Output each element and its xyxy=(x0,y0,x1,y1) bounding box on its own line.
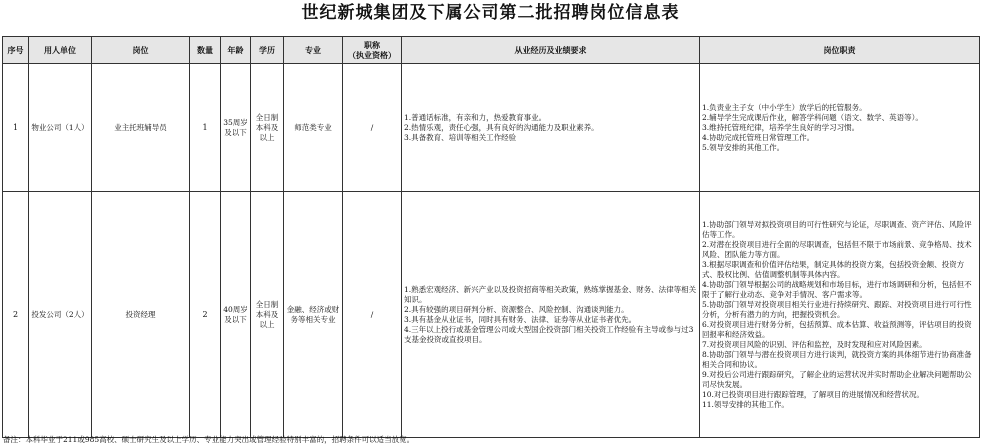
header-major: 专业 xyxy=(284,37,343,64)
experience-item: 1.普通话标准，有亲和力，热爱教育事业。 xyxy=(404,112,547,122)
duty-item: 4.协助部门领导根据公司的战略规划和市场目标，进行市场调研和分析，包括但不限于了解行业动态、竞争对手情况、客户需求等。 xyxy=(702,279,972,299)
cell-experience xyxy=(402,192,700,438)
experience-item: 3.具有基金从业证书，同时具有财务、法律、证券等从业证书者优先。 xyxy=(404,314,637,324)
header-seq: 序号 xyxy=(3,37,29,64)
cell-major: 师范类专业 xyxy=(284,64,343,192)
experience-item: 4.三年以上投行或基金管理公司或大型国企投资部门相关投资工作经验有主导或参与过3支基金投资或直投项目。 xyxy=(404,324,694,344)
header-unit: 用人单位 xyxy=(29,37,92,64)
header-position: 岗位 xyxy=(92,37,190,64)
duty-item: 3.根据尽职调查和价值评估结果，制定具体的投资方案，包括投资金额、投资方式、股权比例、估值调整机制等具体内容。 xyxy=(702,259,965,279)
table-row xyxy=(3,64,980,192)
duty-item: 5.领导安排的其他工作。 xyxy=(702,142,785,152)
duty-item: 3.维持托管班纪律，培养学生良好的学习习惯。 xyxy=(702,122,860,132)
duty-item: 11.领导安排的其他工作。 xyxy=(702,399,789,409)
header-experience: 从业经历及业绩要求 xyxy=(402,37,700,64)
experience-item: 3.具备教育、培训等相关工作经验 xyxy=(404,132,517,142)
header-title xyxy=(343,37,402,64)
experience-item: 1.熟悉宏观经济、新兴产业以及投资招商等相关政策，熟练掌握基金、财务、法律等相关知识。 xyxy=(404,284,697,304)
cell-title: / xyxy=(343,192,402,438)
cell-age: 35周岁及以下 xyxy=(221,64,251,192)
duty-item: 2.对潜在投资项目进行全面的尽职调查，包括但不限于市场前景、竞争格局、技术风险、团队能力等方面。 xyxy=(702,239,972,259)
header-age: 年龄 xyxy=(221,37,251,64)
cell-seq: 1 xyxy=(3,64,29,192)
duty-item: 10.对已投资项目进行跟踪管理，了解项目的进展情况和经营状况。 xyxy=(702,389,924,399)
table-header-row xyxy=(3,37,980,64)
cell-position: 投资经理 xyxy=(92,192,190,438)
cell-count: 1 xyxy=(190,64,221,192)
cell-duties xyxy=(700,64,980,192)
cell-major: 金融、经济或财务等相关专业 xyxy=(284,192,343,438)
header-count: 数量 xyxy=(190,37,221,64)
cell-age: 40周岁及以下 xyxy=(221,192,251,438)
positions-table xyxy=(2,36,980,438)
duty-item: 8.协助部门领导与潜在投资项目方进行谈判，就投资方案的具体细节进行协商准备相关合同和协议。 xyxy=(702,349,972,369)
duty-item: 7.对投资项目风险的识别、评估和监控，及时发现和应对风险因素。 xyxy=(702,339,927,349)
cell-unit: 物业公司（1人） xyxy=(29,64,92,192)
header-duties: 岗位职责 xyxy=(700,37,980,64)
duty-item: 6.对投资项目进行财务分析，包括预算、成本估算、收益预测等，评估项目的投资回报率和经济效益。 xyxy=(702,319,972,339)
table-row xyxy=(3,192,980,438)
cell-count: 2 xyxy=(190,192,221,438)
cell-education: 全日制本科及以上 xyxy=(251,192,284,438)
header-education: 学历 xyxy=(251,37,284,64)
cell-unit: 投发公司（2人） xyxy=(29,192,92,438)
footnote: 备注：本科毕业于211或985高校、硕士研究生及以上学历、专业能力突出或管理经验特别丰富的，招聘条件可以适当放宽。 xyxy=(3,435,415,444)
cell-education: 全日制本科及以上 xyxy=(251,64,284,192)
experience-item: 2.具有较强的项目研判分析、资源整合、风险控制、沟通谈判能力。 xyxy=(404,304,629,314)
duty-item: 4.协助完成托管班日常管理工作。 xyxy=(702,132,815,142)
duty-item: 5.协助部门领导对投资项目相关行业进行持续研究、跟踪、对投资项目进行可行性分析，分析有潜力的方向，把握投资机会。 xyxy=(702,299,972,319)
page-title: 世纪新城集团及下属公司第二批招聘岗位信息表 xyxy=(301,3,680,23)
duty-item: 2.辅导学生完成课后作业，解答学科问题（语文、数学、英语等）。 xyxy=(702,112,923,122)
cell-seq: 2 xyxy=(3,192,29,438)
duty-item: 1.协助部门领导对拟投资项目的可行性研究与论证，尽职调查、资产评估、风险评估等工作。 xyxy=(702,219,972,239)
cell-title: / xyxy=(343,64,402,192)
duty-item: 1.负责业主子女（中小学生）放学后的托管服务。 xyxy=(702,102,867,112)
cell-experience xyxy=(402,64,700,192)
duty-item: 9.对投后公司进行跟踪研究，了解企业的运营状况并实时帮助企业解决问题帮助公司尽快发展。 xyxy=(702,369,972,389)
cell-duties xyxy=(700,192,980,438)
cell-position: 业主托班辅导员 xyxy=(92,64,190,192)
experience-item: 2.热情乐观，责任心强，具有良好的沟通能力及职业素养。 xyxy=(404,122,599,132)
header-title-main: 职称 xyxy=(364,40,380,50)
header-title-sub: （执业资格） xyxy=(348,50,396,60)
